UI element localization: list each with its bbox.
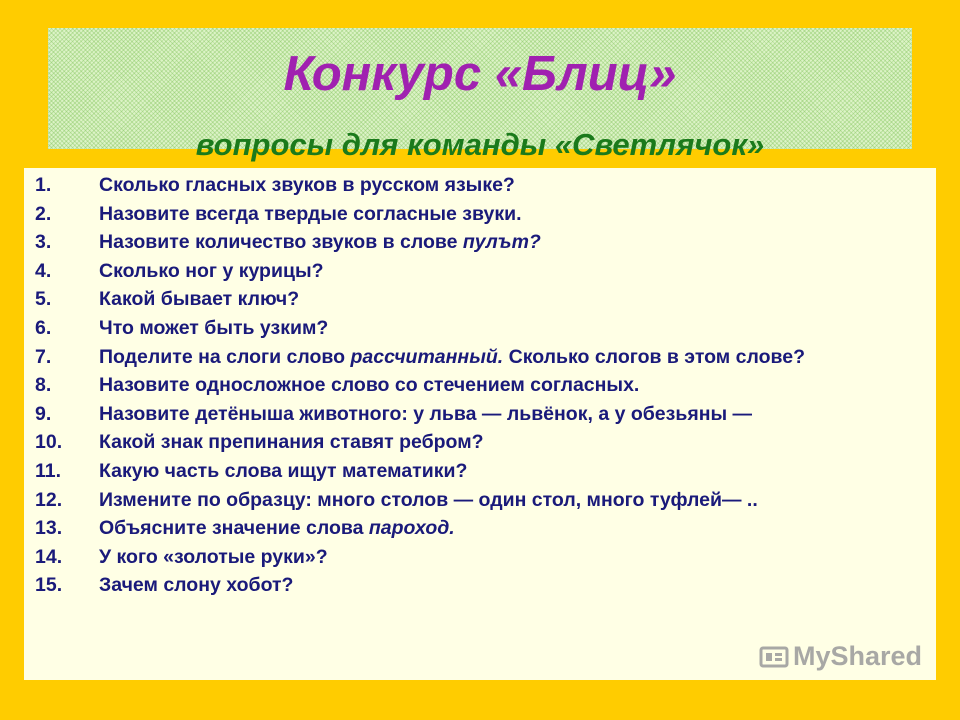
question-number: 2. — [35, 202, 52, 225]
question-segment: Сколько слогов в этом слове? — [503, 345, 805, 368]
question-segment: Назовите количество звуков в слове — [99, 231, 463, 254]
watermark-text: MyShared — [792, 641, 922, 671]
question-item — [24, 203, 936, 225]
question-item — [24, 574, 936, 596]
question-number: 3. — [35, 231, 52, 254]
question-text — [99, 260, 936, 282]
question-segment: Назовите всегда твердые согласные звуки. — [99, 202, 522, 225]
question-item — [24, 374, 936, 396]
question-item — [24, 403, 936, 425]
myshared-logo-icon — [759, 644, 789, 670]
question-segment: Назовите односложное слово со стечением согласных. — [99, 374, 640, 397]
question-number: 11. — [35, 459, 62, 482]
question-segment: Какой знак препинания ставят ребром? — [99, 431, 484, 454]
question-segment: Объясните значение слова — [99, 517, 369, 540]
question-text — [99, 431, 936, 453]
questions-panel — [24, 168, 936, 680]
question-number: 7. — [35, 345, 52, 368]
question-number: 8. — [35, 374, 52, 397]
question-text — [99, 174, 936, 196]
question-number: 1. — [35, 174, 52, 196]
page-subtitle: вопросы для команды «Светлячок» — [195, 127, 765, 162]
question-segment: Зачем слону хобот? — [99, 574, 294, 597]
question-text — [99, 489, 936, 511]
question-segment: Сколько гласных звуков в русском языке? — [99, 174, 515, 196]
question-segment: У кого «золотые руки»? — [99, 545, 328, 568]
question-number: 10. — [35, 431, 63, 454]
question-emphasis: пулът? — [462, 231, 541, 254]
question-item — [24, 288, 936, 310]
title-banner — [48, 28, 912, 162]
question-item — [24, 260, 936, 282]
watermark — [759, 641, 922, 672]
question-text — [99, 203, 936, 225]
question-text — [99, 288, 936, 310]
question-item — [24, 517, 936, 539]
question-text — [99, 231, 936, 253]
question-item — [24, 346, 936, 368]
question-number: 6. — [35, 316, 52, 339]
question-emphasis: рассчитанный. — [350, 345, 504, 368]
question-segment: Измените по образцу: много столов — один стол, много туфлей— .. — [99, 488, 758, 511]
question-text — [99, 403, 936, 425]
question-item — [24, 174, 936, 196]
question-segment: Сколько ног у курицы? — [99, 259, 324, 282]
question-number: 9. — [35, 402, 52, 425]
question-item — [24, 489, 936, 511]
question-item — [24, 317, 936, 339]
question-emphasis: пароход. — [368, 517, 455, 540]
question-number: 5. — [35, 288, 52, 311]
question-item — [24, 231, 936, 253]
question-text — [99, 346, 936, 368]
question-number: 12. — [35, 488, 63, 511]
question-number: 15. — [35, 574, 63, 597]
question-text — [99, 574, 936, 596]
question-segment: Что может быть узким? — [99, 316, 329, 339]
question-text — [99, 374, 936, 396]
question-item — [24, 460, 936, 482]
question-segment: Какой бывает ключ? — [99, 288, 300, 311]
question-number: 4. — [35, 259, 52, 282]
page-title: Конкурс «Блиц» — [283, 47, 677, 101]
question-number: 14. — [35, 545, 63, 568]
question-number: 13. — [35, 517, 63, 540]
question-segment: Какую часть слова ищут математики? — [99, 459, 468, 482]
question-text — [99, 460, 936, 482]
question-segment: Поделите на слоги слово — [99, 345, 351, 368]
questions-list — [24, 168, 936, 596]
question-item — [24, 546, 936, 568]
question-text — [99, 317, 936, 339]
question-item — [24, 431, 936, 453]
question-segment: Назовите детёныша животного: у льва — львёнок, а у обезьяны — — [99, 402, 753, 425]
question-text — [99, 546, 936, 568]
question-text — [99, 517, 936, 539]
